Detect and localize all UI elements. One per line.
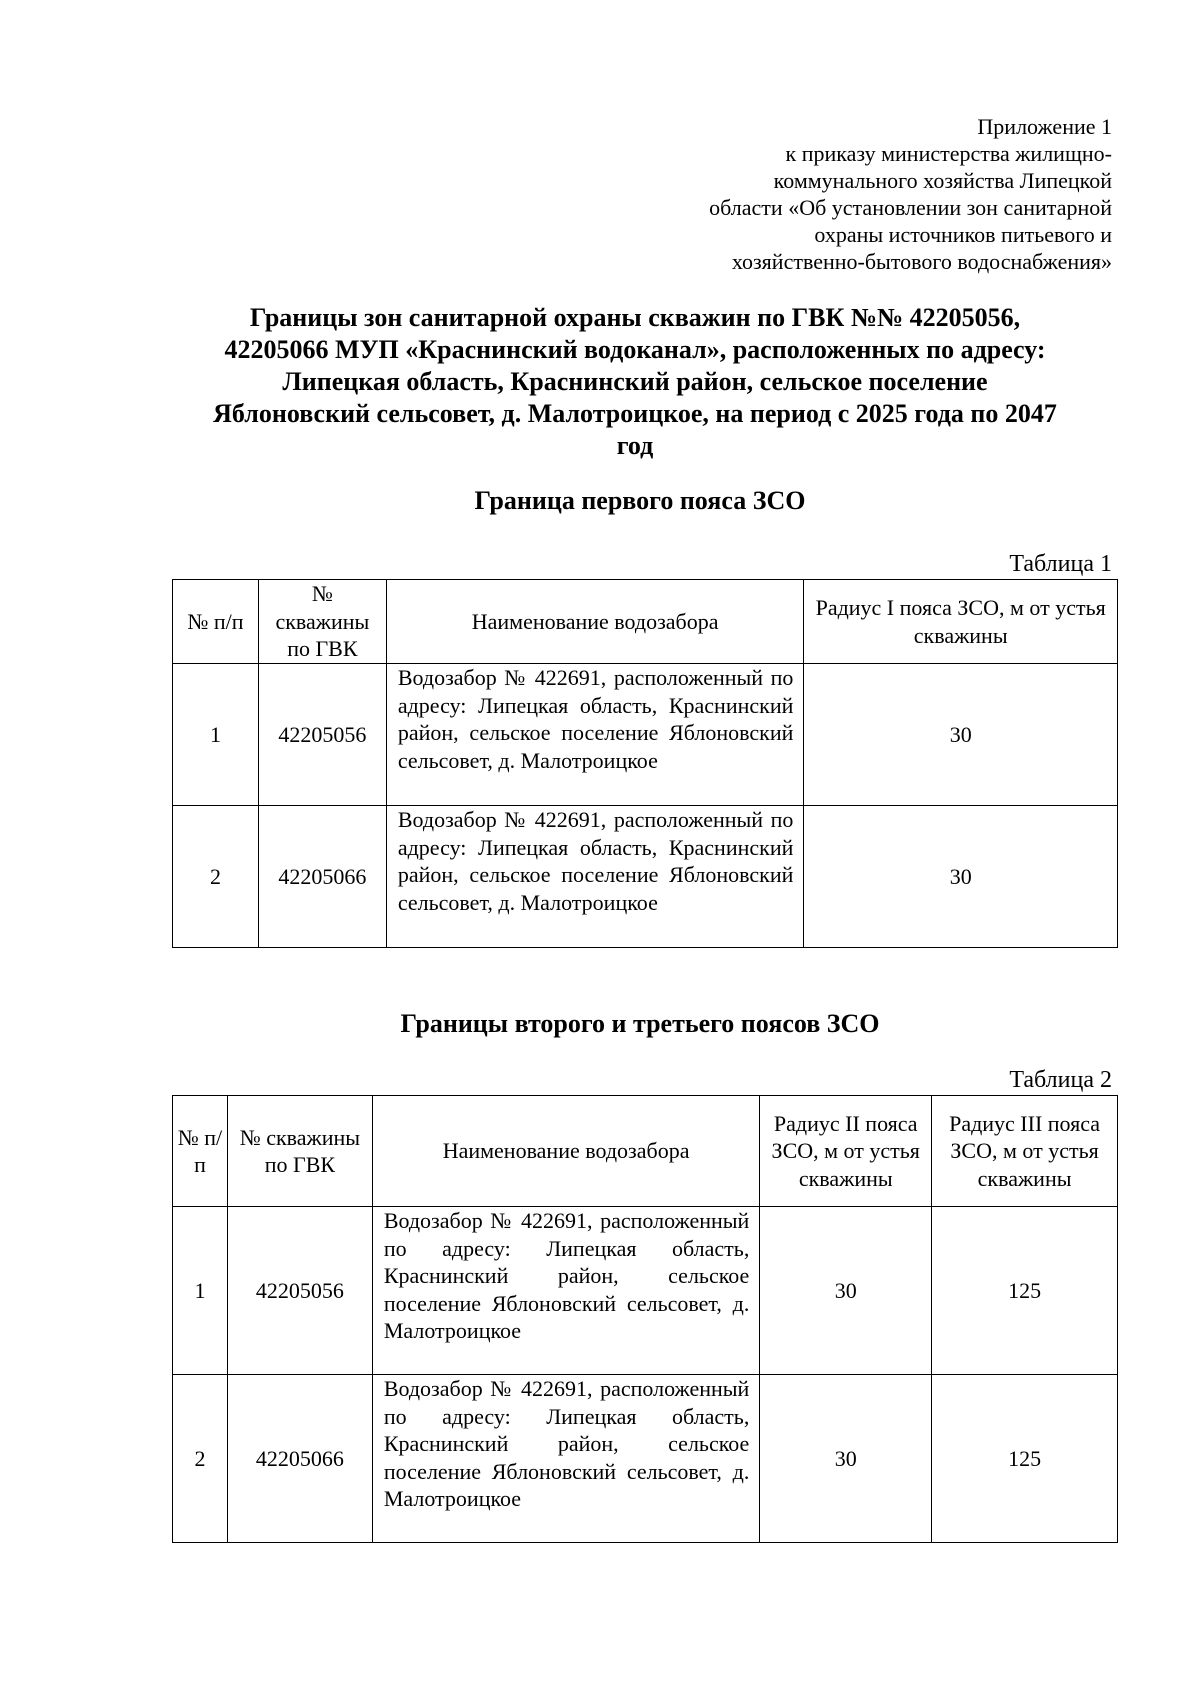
cell-well: 42205066 [258, 806, 386, 948]
appendix-line: к приказу министерства жилищно- [785, 141, 1112, 166]
cell-name: Водозабор № 422691, расположенный по адресу: Липецкая область, Краснинский район, сельское поселение Яблоновский сельсовет, д. Малотроицкое [386, 664, 804, 806]
cell-radius1: 30 [804, 806, 1118, 948]
cell-num: 2 [173, 1375, 228, 1543]
header-name: Наименование водозабора [372, 1096, 760, 1207]
header-name: Наименование водозабора [386, 580, 804, 664]
cell-well: 42205056 [227, 1207, 372, 1375]
header-well: № скважины по ГВК [258, 580, 386, 664]
table1 [172, 579, 1118, 948]
title-line: Липецкая область, Краснинский район, сельское поселение [282, 367, 988, 396]
appendix-line: хозяйственно-бытового водоснабжения» [731, 249, 1112, 274]
cell-num: 2 [173, 806, 259, 948]
appendix-line: охраны источников питьевого и [814, 222, 1112, 247]
header-num: № п/п [173, 580, 259, 664]
cell-num: 1 [173, 1207, 228, 1375]
table1-caption: Таблица 1 [1009, 551, 1112, 577]
header-num: № п/п [173, 1096, 228, 1207]
cell-radius2: 30 [760, 1375, 932, 1543]
table2 [172, 1095, 1118, 1543]
appendix-line: Приложение 1 [977, 114, 1112, 139]
title-line: Границы зон санитарной охраны скважин по ГВК №№ 42205056, [249, 303, 1021, 332]
table-row [173, 664, 1118, 806]
table2-caption: Таблица 2 [1009, 1067, 1112, 1093]
table1-header-row [173, 580, 1118, 664]
cell-radius3: 125 [932, 1207, 1118, 1375]
appendix-line: коммунального хозяйства Липецкой [773, 168, 1112, 193]
table-row [173, 1207, 1118, 1375]
table-row [173, 1375, 1118, 1543]
cell-name: Водозабор № 422691, расположенный по адресу: Липецкая область, Краснинский район, сельское поселение Яблоновский сельсовет, д. Малотроицкое [386, 806, 804, 948]
cell-name: Водозабор № 422691, расположенный по адресу: Липецкая область, Краснинский район, сельское поселение Яблоновский сельсовет, д. Малотроицкое [372, 1207, 760, 1375]
cell-radius2: 30 [760, 1207, 932, 1375]
header-well: № скважины по ГВК [227, 1096, 372, 1207]
title-line: Яблоновский сельсовет, д. Малотроицкое, на период с 2025 года по 2047 [213, 399, 1057, 428]
table-row [173, 806, 1118, 948]
cell-name: Водозабор № 422691, расположенный по адресу: Липецкая область, Краснинский район, сельское поселение Яблоновский сельсовет, д. Малотроицкое [372, 1375, 760, 1543]
cell-well: 42205056 [258, 664, 386, 806]
table1-section-title: Граница первого пояса ЗСО [474, 486, 806, 515]
document-title [170, 302, 1100, 462]
cell-radius1: 30 [804, 664, 1118, 806]
table2-section-title: Границы второго и третьего поясов ЗСО [400, 1009, 880, 1038]
table2-header-row [173, 1096, 1118, 1207]
title-line: год [616, 431, 654, 460]
cell-num: 1 [173, 664, 259, 806]
cell-radius3: 125 [932, 1375, 1118, 1543]
header-radius1: Радиус I пояса ЗСО, м от устья скважины [804, 580, 1118, 664]
appendix-note [512, 113, 1112, 275]
appendix-line: области «Об установлении зон санитарной [709, 195, 1112, 220]
header-radius3: Радиус III пояса ЗСО, м от устья скважины [932, 1096, 1118, 1207]
cell-well: 42205066 [227, 1375, 372, 1543]
title-line: 42205066 МУП «Краснинский водоканал», расположенных по адресу: [224, 335, 1046, 364]
header-radius2: Радиус II пояса ЗСО, м от устья скважины [760, 1096, 932, 1207]
